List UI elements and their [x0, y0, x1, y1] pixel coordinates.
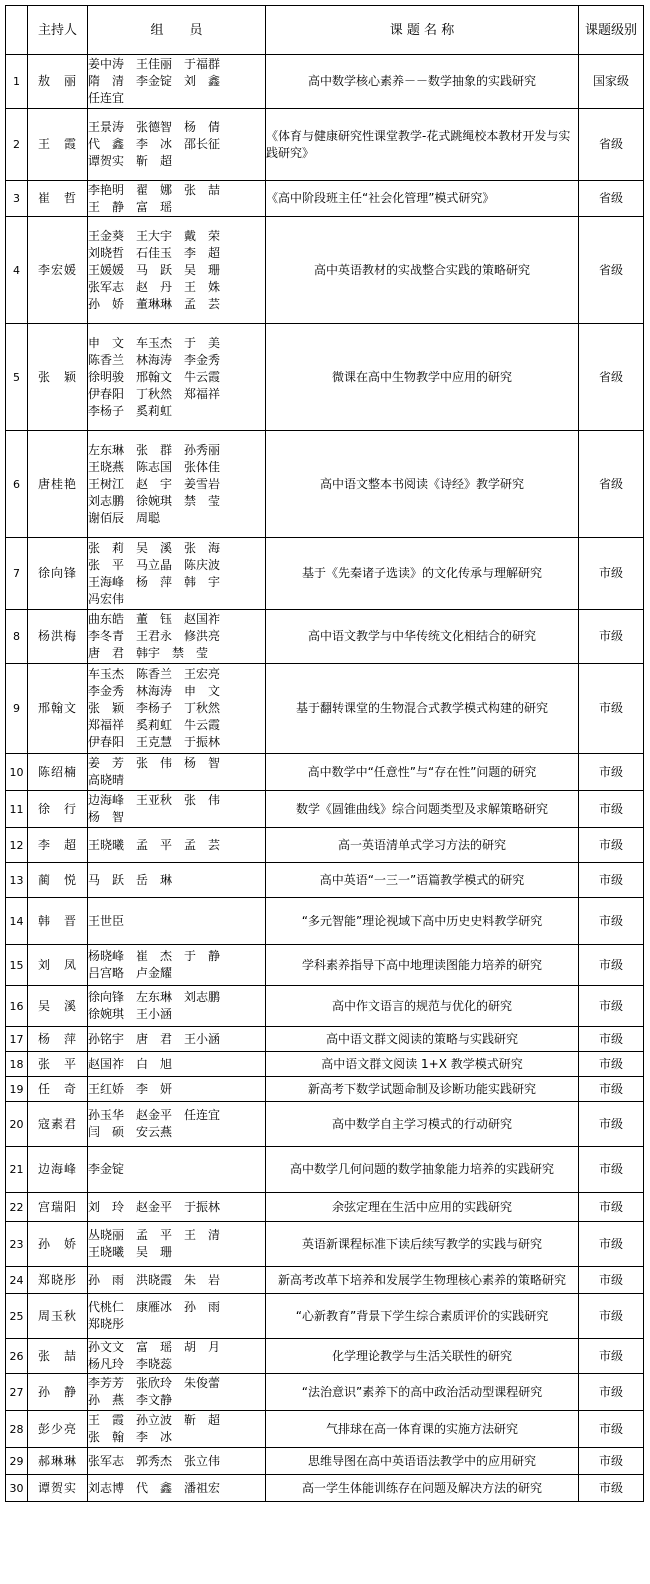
row-number: 8: [6, 610, 28, 664]
host-name: 孙 娇: [28, 1222, 88, 1267]
host-name: 郑晓彤: [28, 1267, 88, 1294]
member-line: 谭贺实 靳 超: [88, 154, 173, 168]
members-cell: [88, 1475, 266, 1502]
member-line: 孙 燕 李文静: [88, 1393, 173, 1407]
host-name: 宫瑞阳: [28, 1193, 88, 1222]
host-name: 邢翰文: [28, 664, 88, 754]
topic-title: “多元智能”理论视域下高中历史史料教学研究: [266, 898, 579, 945]
member-line: 姜 芳 张 伟 杨 智: [88, 756, 221, 770]
header-host: 主持人: [28, 6, 88, 55]
table-row: [6, 1193, 644, 1222]
host-name: 韩 晋: [28, 898, 88, 945]
header-topic: 课 题 名 称: [266, 6, 579, 55]
member-line: 孙文文 富 瑶 胡 月: [88, 1340, 221, 1354]
table-row: [6, 181, 644, 217]
topic-level: 市级: [579, 1052, 644, 1077]
row-number: 22: [6, 1193, 28, 1222]
host-name: 唐桂艳: [28, 431, 88, 538]
table-row: [6, 1077, 644, 1102]
row-number: 13: [6, 863, 28, 898]
topic-level: 市级: [579, 1267, 644, 1294]
member-line: 唐 君 韩宇 禁 莹: [88, 646, 209, 660]
member-line: 冯宏伟: [88, 591, 125, 606]
member-line: 隋 清 李金锭 刘 鑫: [88, 74, 221, 88]
topic-level: 市级: [579, 664, 644, 754]
topic-title: 基于翻转课堂的生物混合式教学模式构建的研究: [266, 664, 579, 754]
topic-title: 数学《圆锥曲线》综合问题类型及求解策略研究: [266, 791, 579, 828]
row-number: 27: [6, 1374, 28, 1411]
member-line: 王媛媛 马 跃 吴 珊: [88, 262, 221, 277]
member-line: 李芳芳 张欣玲 朱俊蕾: [88, 1376, 221, 1390]
host-name: 任 奇: [28, 1077, 88, 1102]
member-line: 李金秀 林海涛 申 文: [88, 684, 221, 698]
table-row: [6, 945, 644, 986]
member-line: 张 翰 李 冰: [88, 1430, 173, 1444]
members-cell: [88, 1339, 266, 1374]
members-cell: [88, 1077, 266, 1102]
table-row: [6, 828, 644, 863]
member-line: 王金葵 王大宇 戴 荣: [88, 228, 221, 243]
header-no: [6, 6, 28, 55]
topic-level: 省级: [579, 217, 644, 324]
table-row: [6, 1222, 644, 1267]
topic-title: “法治意识”素养下的高中政治活动型课程研究: [266, 1374, 579, 1411]
members-cell: [88, 1102, 266, 1147]
table-row: [6, 610, 644, 664]
topic-title: 化学理论教学与生活关联性的研究: [266, 1339, 579, 1374]
topic-title: 气排球在高一体育课的实施方法研究: [266, 1411, 579, 1448]
table-row: [6, 1411, 644, 1448]
host-name: 边海峰: [28, 1147, 88, 1193]
row-number: 5: [6, 324, 28, 431]
topic-level: 市级: [579, 1339, 644, 1374]
topic-level: 省级: [579, 431, 644, 538]
topic-level: 市级: [579, 945, 644, 986]
member-line: 代 鑫 李 冰 邵长征: [88, 137, 221, 151]
topic-level: 市级: [579, 1027, 644, 1052]
header-level: 课题级别: [579, 6, 644, 55]
member-line: 闫 硕 安云燕: [88, 1125, 173, 1139]
member-line: 马 跃 岳 琳: [88, 872, 173, 887]
table-row: [6, 1147, 644, 1193]
topic-level: 市级: [579, 1411, 644, 1448]
topic-level: 市级: [579, 538, 644, 610]
topic-level: 市级: [579, 1448, 644, 1475]
host-name: 周玉秋: [28, 1294, 88, 1339]
table-row: [6, 754, 644, 791]
row-number: 11: [6, 791, 28, 828]
topic-title: 高中数学核心素养－－数学抽象的实践研究: [266, 55, 579, 109]
topic-level: 市级: [579, 1222, 644, 1267]
host-name: 杨 萍: [28, 1027, 88, 1052]
member-line: 陈香兰 林海涛 李金秀: [88, 352, 221, 367]
members-cell: [88, 610, 266, 664]
table-row: [6, 1339, 644, 1374]
member-line: 吕宫略 卢金耀: [88, 966, 173, 980]
header-row: [6, 6, 644, 55]
row-number: 20: [6, 1102, 28, 1147]
row-number: 9: [6, 664, 28, 754]
row-number: 15: [6, 945, 28, 986]
topic-title: 高一学生体能训练存在问题及解决方法的研究: [266, 1475, 579, 1502]
topic-title: 新高考下数学试题命制及诊断功能实践研究: [266, 1077, 579, 1102]
table-row: [6, 791, 644, 828]
member-line: 王 静 富 瑶: [88, 199, 173, 214]
table-row: [6, 1374, 644, 1411]
member-line: 孙 雨 洪晓霞 朱 岩: [88, 1272, 221, 1287]
topic-title: 高中语文教学与中华传统文化相结合的研究: [266, 610, 579, 664]
host-name: 徐向锋: [28, 538, 88, 610]
row-number: 30: [6, 1475, 28, 1502]
topic-title: 余弦定理在生活中应用的实践研究: [266, 1193, 579, 1222]
table-row: [6, 431, 644, 538]
row-number: 19: [6, 1077, 28, 1102]
member-line: 王景涛 张德智 杨 倩: [88, 120, 221, 134]
table-row: [6, 1102, 644, 1147]
member-line: 李艳明 翟 娜 张 喆: [88, 182, 221, 197]
row-number: 21: [6, 1147, 28, 1193]
members-cell: [88, 1448, 266, 1475]
table-row: [6, 1027, 644, 1052]
topic-level: 国家级: [579, 55, 644, 109]
member-line: 任连宜: [88, 91, 125, 105]
member-line: 赵国祚 白 旭: [88, 1056, 173, 1071]
topic-title: 《高中阶段班主任“社会化管理”模式研究》: [266, 181, 579, 217]
member-line: 郑福祥 奚莉虹 牛云霞: [88, 718, 221, 732]
members-cell: [88, 1294, 266, 1339]
host-name: 张 喆: [28, 1339, 88, 1374]
table-row: [6, 898, 644, 945]
topic-level: 市级: [579, 863, 644, 898]
topic-title: 《体育与健康研究性课堂教学-花式跳绳校本教材开发与实践研究》: [266, 109, 579, 181]
table-row: [6, 986, 644, 1027]
member-line: 张军志 赵 丹 王 姝: [88, 279, 221, 294]
table-row: [6, 1294, 644, 1339]
member-line: 王红娇 李 妍: [88, 1081, 173, 1096]
members-cell: [88, 181, 266, 217]
host-name: 杨洪梅: [28, 610, 88, 664]
members-cell: [88, 1374, 266, 1411]
header-members: 组 员: [88, 6, 266, 55]
members-cell: [88, 791, 266, 828]
row-number: 10: [6, 754, 28, 791]
topic-title: 高中语文整本书阅读《诗经》教学研究: [266, 431, 579, 538]
topic-title: 基于《先秦诸子选读》的文化传承与理解研究: [266, 538, 579, 610]
host-name: 张 平: [28, 1052, 88, 1077]
member-line: 刘 玲 赵金平 于振林: [88, 1199, 221, 1214]
host-name: 吴 溪: [28, 986, 88, 1027]
topic-level: 市级: [579, 1374, 644, 1411]
member-line: 车玉杰 陈香兰 王宏亮: [88, 667, 221, 681]
topic-title: 高中语文群文阅读 1+X 教学模式研究: [266, 1052, 579, 1077]
table-row: [6, 1052, 644, 1077]
topic-level: 省级: [579, 181, 644, 217]
member-line: 郑晓彤: [88, 1317, 125, 1331]
members-cell: [88, 1222, 266, 1267]
host-name: 孙 静: [28, 1374, 88, 1411]
member-line: 李杨子 奚莉虹: [88, 403, 173, 418]
members-cell: [88, 217, 266, 324]
member-line: 张 莉 吴 溪 张 海: [88, 540, 221, 555]
member-line: 丛晓丽 孟 平 王 清: [88, 1228, 221, 1242]
member-line: 曲东皓 董 钰 赵国祚: [88, 612, 221, 626]
topic-level: 市级: [579, 1147, 644, 1193]
member-line: 徐婉琪 王小涵: [88, 1007, 173, 1021]
topic-level: 市级: [579, 754, 644, 791]
member-line: 高晓晴: [88, 773, 125, 787]
topic-title: 高中英语教材的实战整合实践的策略研究: [266, 217, 579, 324]
host-name: 寇素君: [28, 1102, 88, 1147]
host-name: 郝琳琳: [28, 1448, 88, 1475]
host-name: 谭贺实: [28, 1475, 88, 1502]
host-name: 敖 丽: [28, 55, 88, 109]
topic-level: 市级: [579, 1077, 644, 1102]
member-line: 边海峰 王亚秋 张 伟: [88, 793, 221, 807]
table-row: [6, 109, 644, 181]
member-line: 刘志鹏 徐婉琪 禁 莹: [88, 493, 221, 508]
table-row: [6, 863, 644, 898]
topic-level: 市级: [579, 791, 644, 828]
row-number: 18: [6, 1052, 28, 1077]
row-number: 25: [6, 1294, 28, 1339]
members-cell: [88, 986, 266, 1027]
row-number: 17: [6, 1027, 28, 1052]
host-name: 蔺 悦: [28, 863, 88, 898]
table-row: [6, 1475, 644, 1502]
host-name: 陈绍楠: [28, 754, 88, 791]
host-name: 崔 哲: [28, 181, 88, 217]
table-row: [6, 1267, 644, 1294]
members-cell: [88, 1411, 266, 1448]
member-line: 张军志 郭秀杰 张立伟: [88, 1453, 221, 1468]
row-number: 7: [6, 538, 28, 610]
topic-level: 市级: [579, 898, 644, 945]
host-name: 刘 凤: [28, 945, 88, 986]
members-cell: [88, 863, 266, 898]
members-cell: [88, 754, 266, 791]
topic-title: 学科素养指导下高中地理读图能力培养的研究: [266, 945, 579, 986]
members-cell: [88, 828, 266, 863]
topic-title: 高中数学自主学习模式的行动研究: [266, 1102, 579, 1147]
topic-title: “心新教育”背景下学生综合素质评价的实践研究: [266, 1294, 579, 1339]
host-name: 李宏媛: [28, 217, 88, 324]
member-line: 徐明骏 邢翰文 牛云霞: [88, 369, 221, 384]
members-cell: [88, 55, 266, 109]
member-line: 代桃仁 康雁冰 孙 雨: [88, 1300, 221, 1314]
members-cell: [88, 945, 266, 986]
topic-level: 市级: [579, 828, 644, 863]
row-number: 24: [6, 1267, 28, 1294]
topic-title: 思维导图在高中英语语法教学中的应用研究: [266, 1448, 579, 1475]
member-line: 王海峰 杨 萍 韩 宇: [88, 574, 221, 589]
topic-title: 高中数学几何问题的数学抽象能力培养的实践研究: [266, 1147, 579, 1193]
members-cell: [88, 1267, 266, 1294]
row-number: 14: [6, 898, 28, 945]
members-cell: [88, 324, 266, 431]
topic-level: 市级: [579, 1294, 644, 1339]
topic-title: 高中作文语言的规范与优化的研究: [266, 986, 579, 1027]
members-cell: [88, 1147, 266, 1193]
member-line: 王晓燕 陈志国 张体佳: [88, 459, 221, 474]
table-row: [6, 217, 644, 324]
topic-title: 高一英语清单式学习方法的研究: [266, 828, 579, 863]
host-name: 徐 行: [28, 791, 88, 828]
host-name: 张 颖: [28, 324, 88, 431]
host-name: 李 超: [28, 828, 88, 863]
member-line: 伊春阳 王克慧 于振林: [88, 735, 221, 749]
members-cell: [88, 1193, 266, 1222]
host-name: 王 霞: [28, 109, 88, 181]
topic-title: 微课在高中生物教学中应用的研究: [266, 324, 579, 431]
row-number: 6: [6, 431, 28, 538]
member-line: 徐向锋 左东琳 刘志鹏: [88, 990, 221, 1004]
member-line: 张 平 马立晶 陈庆波: [88, 557, 221, 572]
topic-level: 市级: [579, 1475, 644, 1502]
row-number: 3: [6, 181, 28, 217]
row-number: 1: [6, 55, 28, 109]
member-line: 申 文 车玉杰 于 美: [88, 335, 221, 350]
research-topics-table: [5, 5, 644, 1502]
topic-level: 市级: [579, 610, 644, 664]
row-number: 12: [6, 828, 28, 863]
topic-title: 英语新课程标准下读后续写教学的实践与研究: [266, 1222, 579, 1267]
member-line: 刘晓哲 石佳玉 李 超: [88, 245, 221, 260]
topic-level: 省级: [579, 109, 644, 181]
row-number: 16: [6, 986, 28, 1027]
table-row: [6, 664, 644, 754]
table-row: [6, 324, 644, 431]
member-line: 左东琳 张 群 孙秀丽: [88, 442, 221, 457]
member-line: 孙 娇 董琳琳 孟 芸: [88, 296, 221, 311]
topic-level: 市级: [579, 1193, 644, 1222]
member-line: 李冬青 王君永 修洪亮: [88, 629, 221, 643]
members-cell: [88, 1027, 266, 1052]
member-line: 王晓曦 孟 平 孟 芸: [88, 837, 221, 852]
topic-title: 高中语文群文阅读的策略与实践研究: [266, 1027, 579, 1052]
members-cell: [88, 898, 266, 945]
member-line: 姜中涛 王佳丽 于福群: [88, 57, 221, 71]
member-line: 王晓曦 吴 珊: [88, 1245, 173, 1259]
topic-title: 高中英语“一三一”语篇教学模式的研究: [266, 863, 579, 898]
row-number: 28: [6, 1411, 28, 1448]
member-line: 孙玉华 赵金平 任连宜: [88, 1108, 221, 1122]
topic-level: 市级: [579, 1102, 644, 1147]
topic-title: 新高考改革下培养和发展学生物理核心素养的策略研究: [266, 1267, 579, 1294]
table-row: [6, 538, 644, 610]
member-line: 杨 智: [88, 810, 125, 824]
member-line: 刘志博 代 鑫 潘祖宏: [88, 1480, 221, 1495]
member-line: 伊春阳 丁秋然 郑福祥: [88, 386, 221, 401]
topic-level: 市级: [579, 986, 644, 1027]
topic-title: 高中数学中“任意性”与“存在性”问题的研究: [266, 754, 579, 791]
members-cell: [88, 538, 266, 610]
row-number: 23: [6, 1222, 28, 1267]
member-line: 杨晓峰 崔 杰 于 静: [88, 949, 221, 963]
members-cell: [88, 431, 266, 538]
member-line: 张 颖 李杨子 丁秋然: [88, 701, 221, 715]
member-line: 王世臣: [88, 913, 125, 928]
table-row: [6, 55, 644, 109]
members-cell: [88, 664, 266, 754]
member-line: 王树江 赵 宇 姜雪岩: [88, 476, 221, 491]
topic-level: 省级: [579, 324, 644, 431]
row-number: 29: [6, 1448, 28, 1475]
table-body: [6, 55, 644, 1502]
member-line: 李金锭: [88, 1162, 125, 1176]
members-cell: [88, 1052, 266, 1077]
member-line: 杨凡玲 李晓蕊: [88, 1357, 173, 1371]
member-line: 谢佰辰 周聪: [88, 510, 161, 525]
members-cell: [88, 109, 266, 181]
member-line: 王 霞 孙立波 靳 超: [88, 1413, 221, 1427]
row-number: 26: [6, 1339, 28, 1374]
table-row: [6, 1448, 644, 1475]
row-number: 2: [6, 109, 28, 181]
host-name: 彭少亮: [28, 1411, 88, 1448]
member-line: 孙铭宇 唐 君 王小涵: [88, 1031, 221, 1046]
row-number: 4: [6, 217, 28, 324]
